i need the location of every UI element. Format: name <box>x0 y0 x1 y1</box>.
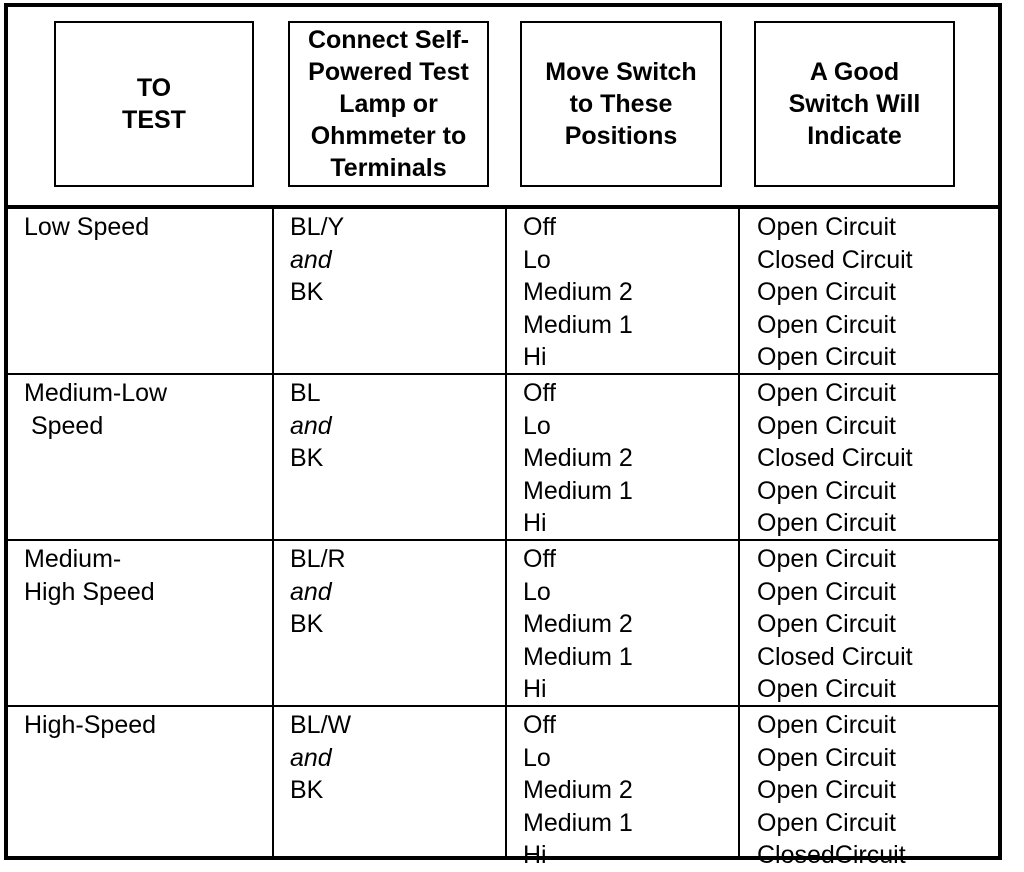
header-positions <box>520 21 722 187</box>
position-value: Off <box>523 711 556 739</box>
indicate-value: Open Circuit <box>757 343 896 371</box>
table-row <box>8 375 998 539</box>
table-header <box>8 7 998 209</box>
indicate-value: Open Circuit <box>757 411 896 440</box>
terminal-value: BL <box>290 379 321 407</box>
table-row <box>8 541 998 705</box>
position-value: Off <box>523 545 556 573</box>
position-value: Lo <box>523 577 551 606</box>
indicate-value: Open Circuit <box>757 379 896 407</box>
terminals-cell <box>290 211 344 309</box>
test-label: High Speed <box>24 577 155 606</box>
terminal-value: BK <box>290 278 324 306</box>
indicate-value: Open Circuit <box>757 776 896 804</box>
header-line: Lamp or <box>339 90 438 118</box>
indicate-value: Closed Circuit <box>757 444 913 472</box>
indicate-value: Closed Circuit <box>757 245 913 274</box>
indicate-value: Open Circuit <box>757 675 896 703</box>
position-value: Lo <box>523 245 551 274</box>
indicate-value: Open Circuit <box>757 509 896 537</box>
position-value: Medium 2 <box>523 278 633 306</box>
table-body <box>8 209 998 869</box>
indicate-cell <box>757 543 913 706</box>
position-value: Medium 2 <box>523 444 633 472</box>
indicate-value: Open Circuit <box>757 278 896 306</box>
position-value: Medium 2 <box>523 776 633 804</box>
indicate-cell <box>757 211 913 374</box>
header-line: Switch Will <box>788 90 921 118</box>
position-value: Hi <box>523 841 547 869</box>
header-line: Powered Test <box>308 58 469 86</box>
table-row <box>8 209 998 373</box>
test-cell <box>24 543 155 608</box>
position-value: Hi <box>523 343 547 371</box>
terminals-cell <box>290 377 332 475</box>
indicate-value: Open Circuit <box>757 711 896 739</box>
position-value: Medium 1 <box>523 808 633 837</box>
position-value: Hi <box>523 509 547 537</box>
header-line: Ohmmeter to <box>310 122 467 150</box>
test-cell <box>24 211 149 244</box>
header-indicate <box>754 21 955 187</box>
header-line: Move Switch <box>545 58 697 86</box>
test-cell <box>24 377 167 442</box>
test-label: Medium-Low <box>24 379 168 407</box>
position-value: Off <box>523 213 556 241</box>
indicate-value: Open Circuit <box>757 213 896 241</box>
indicate-value: Open Circuit <box>757 610 896 638</box>
indicate-value: Open Circuit <box>757 577 896 606</box>
header-line: TO <box>136 74 172 102</box>
positions-cell <box>523 709 633 872</box>
terminal-value: BL/W <box>290 711 352 739</box>
terminals-cell <box>290 709 351 807</box>
terminal-value: BL/R <box>290 545 346 573</box>
test-label: High-Speed <box>24 711 157 739</box>
table-row <box>8 707 998 871</box>
test-label: Medium- <box>24 545 122 573</box>
header-terminals <box>288 21 489 187</box>
switch-test-table <box>4 3 1002 869</box>
terminal-value: BL/Y <box>290 213 345 241</box>
header-to-test <box>54 21 254 187</box>
indicate-cell <box>757 377 913 540</box>
header-line: to These <box>569 90 673 118</box>
terminal-value: BK <box>290 776 324 804</box>
test-label: Speed <box>24 411 104 440</box>
header-line: Terminals <box>330 154 447 182</box>
terminal-value: BK <box>290 444 324 472</box>
positions-cell <box>523 543 633 706</box>
indicate-value: Open Circuit <box>757 476 896 505</box>
terminal-conjunction: and <box>290 411 332 440</box>
position-value: Medium 2 <box>523 610 633 638</box>
position-value: Medium 1 <box>523 476 633 505</box>
test-label: Low Speed <box>24 213 150 241</box>
indicate-value: ClosedCircuit <box>757 841 906 869</box>
terminals-cell <box>290 543 346 641</box>
position-value: Hi <box>523 675 547 703</box>
terminal-conjunction: and <box>290 245 332 274</box>
position-value: Lo <box>523 411 551 440</box>
indicate-value: Open Circuit <box>757 743 896 772</box>
position-value: Lo <box>523 743 551 772</box>
positions-cell <box>523 211 633 374</box>
position-value: Medium 1 <box>523 642 633 671</box>
terminal-value: BK <box>290 610 324 638</box>
header-line: A Good <box>809 58 900 86</box>
indicate-cell <box>757 709 906 872</box>
header-line: Indicate <box>807 122 902 150</box>
test-cell <box>24 709 156 742</box>
indicate-value: Open Circuit <box>757 545 896 573</box>
header-line: Positions <box>564 122 678 150</box>
positions-cell <box>523 377 633 540</box>
header-line: TEST <box>122 106 186 134</box>
indicate-value: Closed Circuit <box>757 642 913 671</box>
header-line: Connect Self- <box>307 26 470 54</box>
indicate-value: Open Circuit <box>757 808 896 837</box>
position-value: Medium 1 <box>523 310 633 339</box>
terminal-conjunction: and <box>290 743 332 772</box>
indicate-value: Open Circuit <box>757 310 896 339</box>
position-value: Off <box>523 379 556 407</box>
terminal-conjunction: and <box>290 577 332 606</box>
